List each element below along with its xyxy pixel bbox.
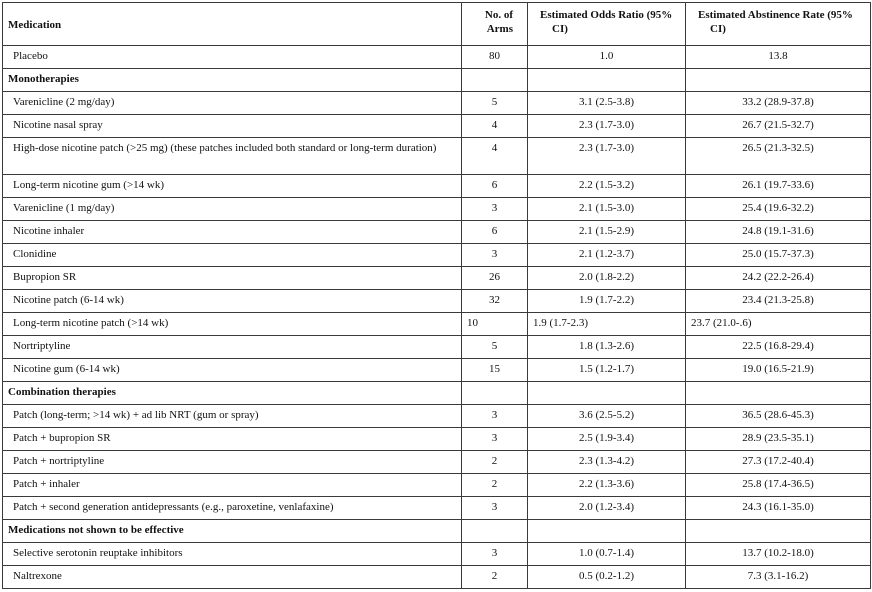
- medication-cell: [3, 474, 462, 497]
- empty-cell: [528, 69, 686, 92]
- abstinence-rate-cell: 25.4 (19.6-32.2): [686, 198, 871, 221]
- medication-cell: [3, 428, 462, 451]
- medication-cell: [3, 175, 462, 198]
- medication-cell: [3, 405, 462, 428]
- header-medication: Medication: [3, 3, 462, 46]
- header-row: [3, 3, 871, 46]
- arms-cell: 6: [462, 221, 528, 244]
- medication-name: Clonidine: [13, 248, 57, 260]
- medication-name: Patch + second generation antidepressants (e.g., paroxetine, venlafaxine): [13, 501, 334, 513]
- medication-efficacy-table: [2, 2, 871, 589]
- abstinence-rate-cell: 26.1 (19.7-33.6): [686, 175, 871, 198]
- empty-cell: [462, 382, 528, 405]
- header-number-of-arms-text: No. of Arms: [484, 9, 513, 35]
- arms-cell: 3: [462, 497, 528, 520]
- arms-cell: 3: [462, 198, 528, 221]
- arms-cell: 3: [462, 405, 528, 428]
- odds-ratio-cell: 1.9 (1.7-2.3): [528, 313, 686, 336]
- medication-name: Varenicline (1 mg/day): [13, 202, 115, 214]
- table-row: [3, 405, 871, 428]
- table-body: [3, 46, 871, 589]
- abstinence-rate-cell: 25.8 (17.4-36.5): [686, 474, 871, 497]
- odds-ratio-cell: 2.0 (1.2-3.4): [528, 497, 686, 520]
- table-row: [3, 138, 871, 175]
- odds-ratio-cell: 1.0 (0.7-1.4): [528, 543, 686, 566]
- table-row: [3, 267, 871, 290]
- table-row: [3, 290, 871, 313]
- odds-ratio-cell: 1.8 (1.3-2.6): [528, 336, 686, 359]
- odds-ratio-cell: 2.3 (1.3-4.2): [528, 451, 686, 474]
- abstinence-rate-cell: 13.8: [686, 46, 871, 69]
- header-odds-ratio-text: Estimated Odds Ratio (95% CI): [540, 9, 673, 35]
- arms-cell: 2: [462, 451, 528, 474]
- medication-name: Nicotine nasal spray: [13, 119, 103, 131]
- empty-cell: [686, 69, 871, 92]
- odds-ratio-cell: 2.0 (1.8-2.2): [528, 267, 686, 290]
- table-row: [3, 244, 871, 267]
- abstinence-rate-cell: 13.7 (10.2-18.0): [686, 543, 871, 566]
- table-row: [3, 198, 871, 221]
- arms-cell: 3: [462, 543, 528, 566]
- header-odds-ratio: [528, 3, 686, 46]
- abstinence-rate-cell: 23.4 (21.3-25.8): [686, 290, 871, 313]
- header-abstinence-rate: [686, 3, 871, 46]
- medication-cell: [3, 290, 462, 313]
- table-row: [3, 474, 871, 497]
- header-number-of-arms: [462, 3, 528, 46]
- abstinence-rate-cell: 24.8 (19.1-31.6): [686, 221, 871, 244]
- arms-cell: 2: [462, 474, 528, 497]
- section-header-row: [3, 520, 871, 543]
- odds-ratio-cell: 3.6 (2.5-5.2): [528, 405, 686, 428]
- medication-cell: [3, 244, 462, 267]
- abstinence-rate-cell: 7.3 (3.1-16.2): [686, 566, 871, 589]
- medication-name: Patch (long-term; >14 wk) + ad lib NRT (gum or spray): [13, 409, 259, 421]
- medication-cell: [3, 138, 462, 175]
- medication-cell: [3, 198, 462, 221]
- arms-cell: 3: [462, 428, 528, 451]
- medication-name: Placebo: [13, 50, 48, 62]
- odds-ratio-cell: 2.3 (1.7-3.0): [528, 115, 686, 138]
- odds-ratio-cell: 2.1 (1.2-3.7): [528, 244, 686, 267]
- odds-ratio-cell: 2.3 (1.7-3.0): [528, 138, 686, 175]
- arms-cell: 2: [462, 566, 528, 589]
- empty-cell: [462, 69, 528, 92]
- table-row: [3, 451, 871, 474]
- medication-cell: [3, 359, 462, 382]
- odds-ratio-cell: 2.1 (1.5-2.9): [528, 221, 686, 244]
- section-header-row: [3, 69, 871, 92]
- arms-cell: 4: [462, 138, 528, 175]
- medication-cell: [3, 267, 462, 290]
- odds-ratio-cell: 2.5 (1.9-3.4): [528, 428, 686, 451]
- medication-name: Varenicline (2 mg/day): [13, 96, 115, 108]
- header-abstinence-rate-text: Estimated Abstinence Rate (95% CI): [698, 9, 853, 35]
- abstinence-rate-cell: 19.0 (16.5-21.9): [686, 359, 871, 382]
- abstinence-rate-cell: 36.5 (28.6-45.3): [686, 405, 871, 428]
- table-row: [3, 359, 871, 382]
- arms-cell: 80: [462, 46, 528, 69]
- medication-cell: [3, 313, 462, 336]
- table-row: [3, 92, 871, 115]
- table-row: [3, 175, 871, 198]
- arms-cell: 5: [462, 92, 528, 115]
- odds-ratio-cell: 3.1 (2.5-3.8): [528, 92, 686, 115]
- abstinence-rate-cell: 27.3 (17.2-40.4): [686, 451, 871, 474]
- odds-ratio-cell: 0.5 (0.2-1.2): [528, 566, 686, 589]
- abstinence-rate-cell: 26.7 (21.5-32.7): [686, 115, 871, 138]
- medication-cell: [3, 92, 462, 115]
- table-row: [3, 46, 871, 69]
- table-row: [3, 313, 871, 336]
- medication-cell: [3, 451, 462, 474]
- arms-cell: 26: [462, 267, 528, 290]
- medication-name: Nicotine patch (6-14 wk): [13, 294, 124, 306]
- medication-name: Long-term nicotine gum (>14 wk): [13, 179, 165, 191]
- abstinence-rate-cell: 23.7 (21.0-.6): [686, 313, 871, 336]
- odds-ratio-cell: 2.2 (1.3-3.6): [528, 474, 686, 497]
- arms-cell: 32: [462, 290, 528, 313]
- arms-cell: 4: [462, 115, 528, 138]
- odds-ratio-cell: 1.0: [528, 46, 686, 69]
- table-row: [3, 336, 871, 359]
- section-title: Monotherapies: [3, 69, 462, 92]
- empty-cell: [528, 382, 686, 405]
- section-header-row: [3, 382, 871, 405]
- table-row: [3, 115, 871, 138]
- odds-ratio-cell: 2.1 (1.5-3.0): [528, 198, 686, 221]
- medication-cell: [3, 336, 462, 359]
- arms-cell: 5: [462, 336, 528, 359]
- section-title: Combination therapies: [3, 382, 462, 405]
- abstinence-rate-cell: 24.3 (16.1-35.0): [686, 497, 871, 520]
- medication-cell: [3, 221, 462, 244]
- table-row: [3, 221, 871, 244]
- empty-cell: [528, 520, 686, 543]
- medication-name: Bupropion SR: [13, 271, 77, 283]
- section-title: Medications not shown to be effective: [3, 520, 462, 543]
- arms-cell: 15: [462, 359, 528, 382]
- medication-name: Nortriptyline: [13, 340, 71, 352]
- abstinence-rate-cell: 33.2 (28.9-37.8): [686, 92, 871, 115]
- arms-cell: 10: [462, 313, 528, 336]
- medication-name: Nicotine gum (6-14 wk): [13, 363, 120, 375]
- medication-name: Patch + bupropion SR: [13, 432, 111, 444]
- medication-name: Selective serotonin reuptake inhibitors: [13, 547, 183, 559]
- medication-cell: [3, 566, 462, 589]
- arms-cell: 3: [462, 244, 528, 267]
- empty-cell: [462, 520, 528, 543]
- medication-name: Naltrexone: [13, 570, 62, 582]
- medication-name: Long-term nicotine patch (>14 wk): [13, 317, 169, 329]
- medication-cell: [3, 115, 462, 138]
- abstinence-rate-cell: 25.0 (15.7-37.3): [686, 244, 871, 267]
- table-row: [3, 497, 871, 520]
- medication-name: Patch + nortriptyline: [13, 455, 105, 467]
- empty-cell: [686, 520, 871, 543]
- medication-name: High-dose nicotine patch (>25 mg) (these patches included both standard or long-term duration): [13, 142, 437, 154]
- table-row: [3, 543, 871, 566]
- medication-name: Patch + inhaler: [13, 478, 80, 490]
- empty-cell: [686, 382, 871, 405]
- table-row: [3, 566, 871, 589]
- medication-cell: [3, 46, 462, 69]
- odds-ratio-cell: 2.2 (1.5-3.2): [528, 175, 686, 198]
- abstinence-rate-cell: 28.9 (23.5-35.1): [686, 428, 871, 451]
- abstinence-rate-cell: 26.5 (21.3-32.5): [686, 138, 871, 175]
- arms-cell: 6: [462, 175, 528, 198]
- odds-ratio-cell: 1.5 (1.2-1.7): [528, 359, 686, 382]
- abstinence-rate-cell: 22.5 (16.8-29.4): [686, 336, 871, 359]
- table-row: [3, 428, 871, 451]
- abstinence-rate-cell: 24.2 (22.2-26.4): [686, 267, 871, 290]
- medication-name: Nicotine inhaler: [13, 225, 85, 237]
- medication-cell: [3, 497, 462, 520]
- odds-ratio-cell: 1.9 (1.7-2.2): [528, 290, 686, 313]
- medication-cell: [3, 543, 462, 566]
